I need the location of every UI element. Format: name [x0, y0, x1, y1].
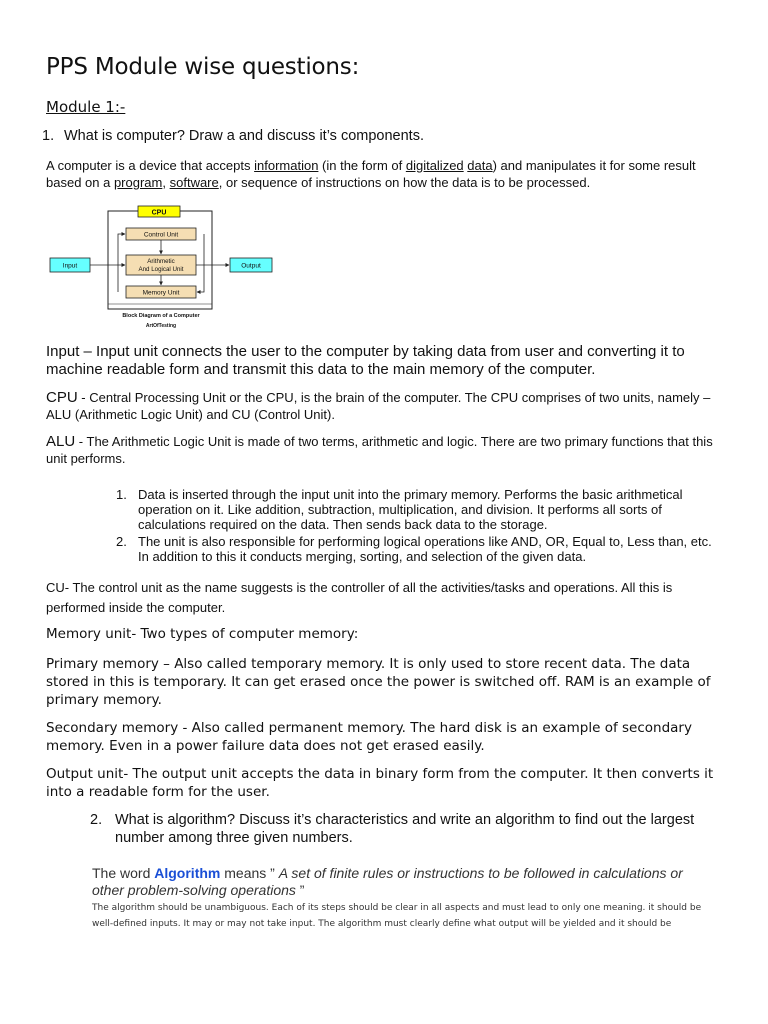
control-unit-label: Control Unit: [143, 231, 179, 239]
question-1-text: What is computer? Draw a and discuss it’s components.: [64, 128, 424, 144]
output-label: Output: [241, 262, 261, 270]
definition-text-1: A computer is a device that accepts: [46, 158, 255, 173]
algorithm-quote: A set of finite rules or instructions to be followed in calculations or other problem-solving operations: [92, 865, 683, 898]
data-link[interactable]: data: [467, 158, 493, 173]
cpu-label: CPU: [151, 209, 167, 217]
question-2: [90, 811, 704, 847]
cu-text: - The control unit as the name suggests is the controller of all the activities/tasks and operations. All this is performed inside the computer.: [46, 580, 673, 615]
diagram-source: ArtOfTesting: [145, 323, 177, 329]
input-lead: Input: [46, 343, 80, 360]
alu-function-list: [116, 487, 714, 564]
definition-text-2: (in the form of: [318, 158, 406, 173]
question-2-number: 2.: [90, 812, 103, 828]
definition-text-5: ,: [162, 175, 170, 190]
algo-text-3: ”: [299, 882, 305, 898]
primary-memory-paragraph: Primary memory – Also called temporary memory. It is only used to store recent data. The data stored in this is temporary. It can get erased once the power is switched off. RAM is an example of primary memory.: [46, 656, 711, 708]
definition-text-6: , or sequence of instructions on how the data is to be processed.: [218, 175, 591, 190]
memory-unit-label: Memory Unit: [142, 289, 180, 297]
algo-text-1: The word: [92, 865, 155, 881]
cu-lead: CU: [46, 580, 65, 595]
input-paragraph: [46, 343, 728, 379]
right-control-line: [197, 234, 204, 292]
memory-heading: Memory unit- Two types of computer memory:: [46, 626, 359, 642]
program-link[interactable]: program: [113, 175, 163, 190]
diagram-caption: Block Diagram of a Computer: [122, 313, 200, 319]
information-link[interactable]: information: [254, 158, 319, 173]
input-text: – Input unit connects the user to the computer by taking data from user and converting it to machine readable form and transmit this data to the main memory of the computer.: [46, 343, 685, 378]
cu-paragraph: [46, 578, 728, 618]
digitalized-link[interactable]: digitalized: [405, 158, 464, 173]
algorithm-definition: [92, 865, 718, 899]
question-1-number: 1.: [42, 128, 55, 144]
left-control-line: [118, 234, 125, 292]
alu-label-1: Arithmetic: [147, 258, 175, 265]
list-item-number: 2.: [116, 534, 127, 549]
alu-text: - The Arithmetic Logic Unit is made of two terms, arithmetic and logic. There are two primary functions that this unit performs.: [46, 434, 713, 466]
cpu-paragraph: [46, 389, 728, 423]
definition-text-4: ) and manipulates it for some result based on a: [46, 158, 696, 190]
input-label: Input: [62, 262, 78, 270]
algorithm-keyword: Algorithm: [154, 865, 221, 881]
alu-label-2: And Logical Unit: [138, 266, 184, 273]
alu-lead: ALU: [46, 433, 76, 450]
list-item-text: Data is inserted through the input unit into the primary memory. Performs the basic arithmetical operation on it. Like addition, subtraction, multiplication, and division. It performs all sorts of calculations required on the data. Then sends back data to the storage.: [138, 487, 683, 532]
cpu-text: - Central Processing Unit or the CPU, is the brain of the computer. The CPU comprises of two units, namely – ALU (Arithmetic Logic Unit) and CU (Control Unit).: [46, 390, 711, 422]
cpu-lead: CPU: [46, 389, 78, 406]
algo-text-2: means ”: [220, 865, 279, 881]
module-heading: Module 1:-: [46, 98, 126, 116]
question-1: [42, 128, 424, 144]
list-item: [116, 487, 714, 532]
computer-definition: [46, 157, 728, 191]
output-unit-paragraph: Output unit- The output unit accepts the data in binary form from the computer. It then converts it into a readable form for the user.: [46, 766, 714, 800]
secondary-memory-paragraph: Secondary memory - Also called permanent memory. The hard disk is an example of secondary memory. Even in a power failure data does not get erased easily.: [46, 720, 692, 754]
page-title: PPS Module wise questions:: [46, 54, 360, 80]
list-item: [116, 534, 714, 564]
list-item-text: The unit is also responsible for performing logical operations like AND, OR, Equal to, Less than, etc. In addition to this it conducts merging, sorting, and selection of the given data.: [138, 534, 712, 564]
block-diagram: [46, 200, 278, 346]
alu-paragraph: [46, 433, 728, 467]
question-2-text: What is algorithm? Discuss it’s characteristics and write an algorithm to find out the largest number among three given numbers.: [115, 812, 695, 846]
list-item-number: 1.: [116, 487, 127, 502]
algorithm-characteristics: The algorithm should be unambiguous. Each of its steps should be clear in all aspects and must lead to only one meaning. it should be well-defined inputs. It may or may not take input. The algorithm must clearly define what output will be yielded and it should be: [92, 903, 702, 929]
software-link[interactable]: software: [169, 175, 219, 190]
